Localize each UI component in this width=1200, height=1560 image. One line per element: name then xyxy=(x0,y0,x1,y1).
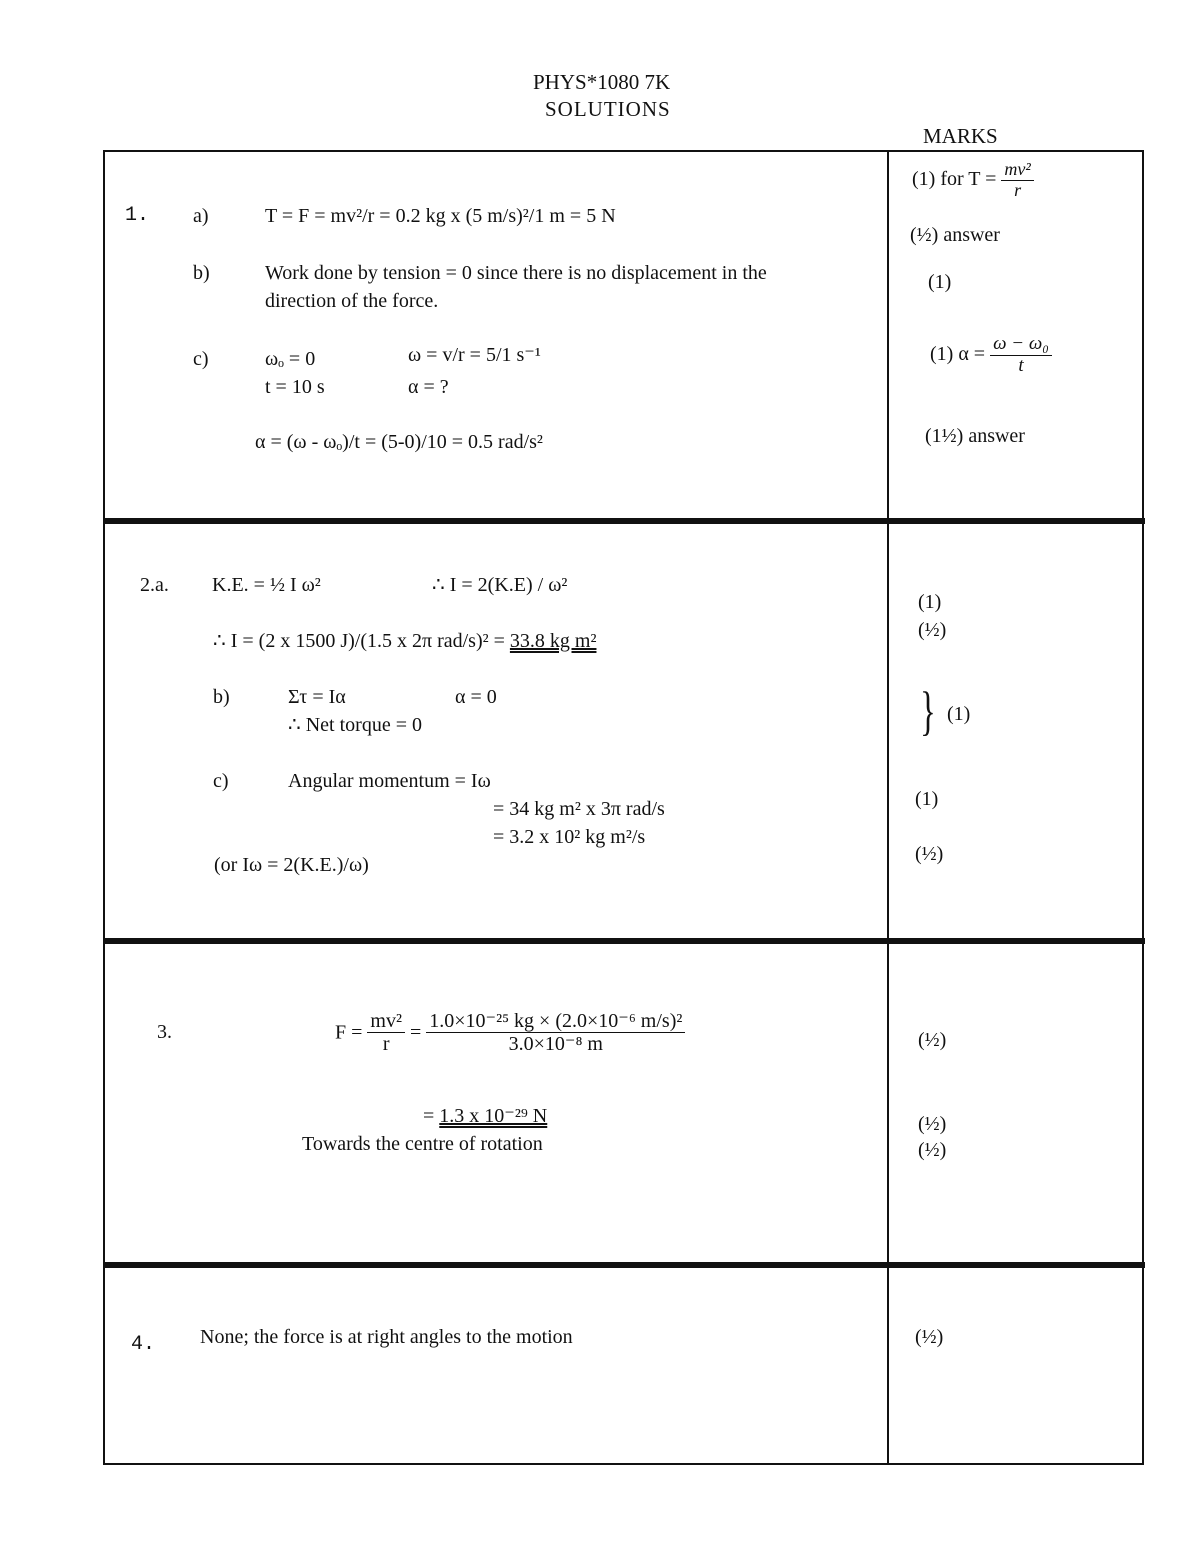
q2b-net-torque: ∴ Net torque = 0 xyxy=(288,714,422,736)
fraction-denominator: t xyxy=(1018,354,1024,376)
q3-direction: Towards the centre of rotation xyxy=(302,1133,543,1155)
equals-sign: = xyxy=(409,1021,422,1044)
q2c-mark-2: (½) xyxy=(915,843,944,865)
part-label-b: b) xyxy=(193,262,210,284)
marks-column-header: MARKS xyxy=(923,124,998,148)
fraction-numerator: 1.0×10⁻²⁵ kg × (2.0×10⁻⁶ m/s)² xyxy=(426,1010,685,1033)
q2b-torque-eq: Στ = Iα xyxy=(288,686,346,708)
inertia-expression: ∴ I = (2 x 1500 J)/(1.5 x 2π rad/s)² = xyxy=(213,630,505,652)
q2b-alpha-zero: α = 0 xyxy=(455,686,497,708)
centripetal-fraction xyxy=(367,1010,405,1055)
q1c-mark-formula xyxy=(930,334,1052,377)
q4-answer: None; the force is at right angles to the motion xyxy=(200,1326,573,1348)
q2b-mark: (1) xyxy=(947,703,971,725)
q3-mark-1: (½) xyxy=(918,1029,947,1051)
force-lhs: F = xyxy=(335,1021,363,1044)
q2c-mark-1: (1) xyxy=(915,788,939,810)
q3-result xyxy=(423,1104,547,1128)
q2b-mark-group xyxy=(915,681,941,741)
q2a-kinetic-energy: K.E. = ½ I ω² xyxy=(212,574,321,596)
mark-fraction xyxy=(990,334,1052,377)
q1a-mark-formula xyxy=(912,160,1034,201)
q3-mark-2: (½) xyxy=(918,1113,947,1135)
fraction-numerator: mv² xyxy=(367,1010,405,1033)
inertia-answer: 33.8 kg m² xyxy=(509,630,597,652)
row-divider-3 xyxy=(103,1262,1145,1268)
fraction-denominator: r xyxy=(1014,179,1022,200)
table-top-border xyxy=(103,150,1143,152)
q1b-mark: (1) xyxy=(928,271,952,293)
q2c-momentum-line3: = 3.2 x 10² kg m²/s xyxy=(493,826,646,848)
q1b-line1: Work done by tension = 0 since there is no displacement in the xyxy=(265,262,767,284)
fraction-numerator: mv² xyxy=(1001,160,1033,181)
q1b-line2: direction of the force. xyxy=(265,290,439,312)
doc-subtitle: SOLUTIONS xyxy=(545,97,671,121)
substitution-fraction xyxy=(426,1010,685,1055)
doc-title: PHYS*1080 7K xyxy=(533,70,671,94)
question-number: 3. xyxy=(157,1021,172,1043)
q2c-momentum-line1: Angular momentum = Iω xyxy=(288,770,491,792)
q2c-momentum-line2: = 34 kg m² x 3π rad/s xyxy=(493,798,665,820)
q1c-result: α = (ω - ωₒ)/t = (5-0)/10 = 0.5 rad/s² xyxy=(255,431,543,453)
result-value: 1.3 x 10⁻²⁹ N xyxy=(439,1105,548,1127)
q1c-given-omega0: ωₒ = 0 xyxy=(265,348,316,370)
question-number: 4. xyxy=(131,1333,156,1356)
q3-force-equation xyxy=(335,1010,685,1055)
row-divider-2 xyxy=(103,938,1145,944)
q1c-given-omega: ω = v/r = 5/1 s⁻¹ xyxy=(408,344,541,366)
q2a-inertia-calc xyxy=(213,629,596,653)
q1c-given-alpha: α = ? xyxy=(408,376,449,398)
part-label-a: a) xyxy=(193,205,209,227)
q3-mark-3: (½) xyxy=(918,1139,947,1161)
part-label-b: b) xyxy=(213,686,230,708)
mark-prefix: (1) for T = xyxy=(912,167,997,190)
question-number: 1. xyxy=(125,204,150,227)
table-bottom-border xyxy=(103,1463,1143,1465)
q1c-mark-answer: (1½) answer xyxy=(925,425,1025,447)
fraction-denominator: r xyxy=(382,1033,390,1055)
q4-mark: (½) xyxy=(915,1326,944,1348)
question-number: 2.a. xyxy=(140,574,169,596)
fraction-numerator: ω − ω₀ xyxy=(990,334,1052,356)
q2a-mark-1: (1) xyxy=(918,591,942,613)
mark-fraction xyxy=(1001,160,1033,201)
curly-brace-icon: } xyxy=(920,681,936,741)
q2a-mark-2: (½) xyxy=(918,619,947,641)
part-label-c: c) xyxy=(213,770,229,792)
part-label-c: c) xyxy=(193,348,209,370)
q1a-equation: T = F = mv²/r = 0.2 kg x (5 m/s)²/1 m = 5 N xyxy=(265,205,616,227)
q2c-alternative: (or Iω = 2(K.E.)/ω) xyxy=(214,854,369,876)
q2a-inertia-formula: ∴ I = 2(K.E) / ω² xyxy=(432,574,568,596)
q1c-given-time: t = 10 s xyxy=(265,376,325,398)
fraction-denominator: 3.0×10⁻⁸ m xyxy=(508,1033,603,1055)
q1a-mark-answer: (½) answer xyxy=(910,224,1000,246)
mark-prefix: (1) α = xyxy=(930,342,986,365)
row-divider-1 xyxy=(103,518,1145,524)
result-equals: = xyxy=(423,1105,435,1127)
